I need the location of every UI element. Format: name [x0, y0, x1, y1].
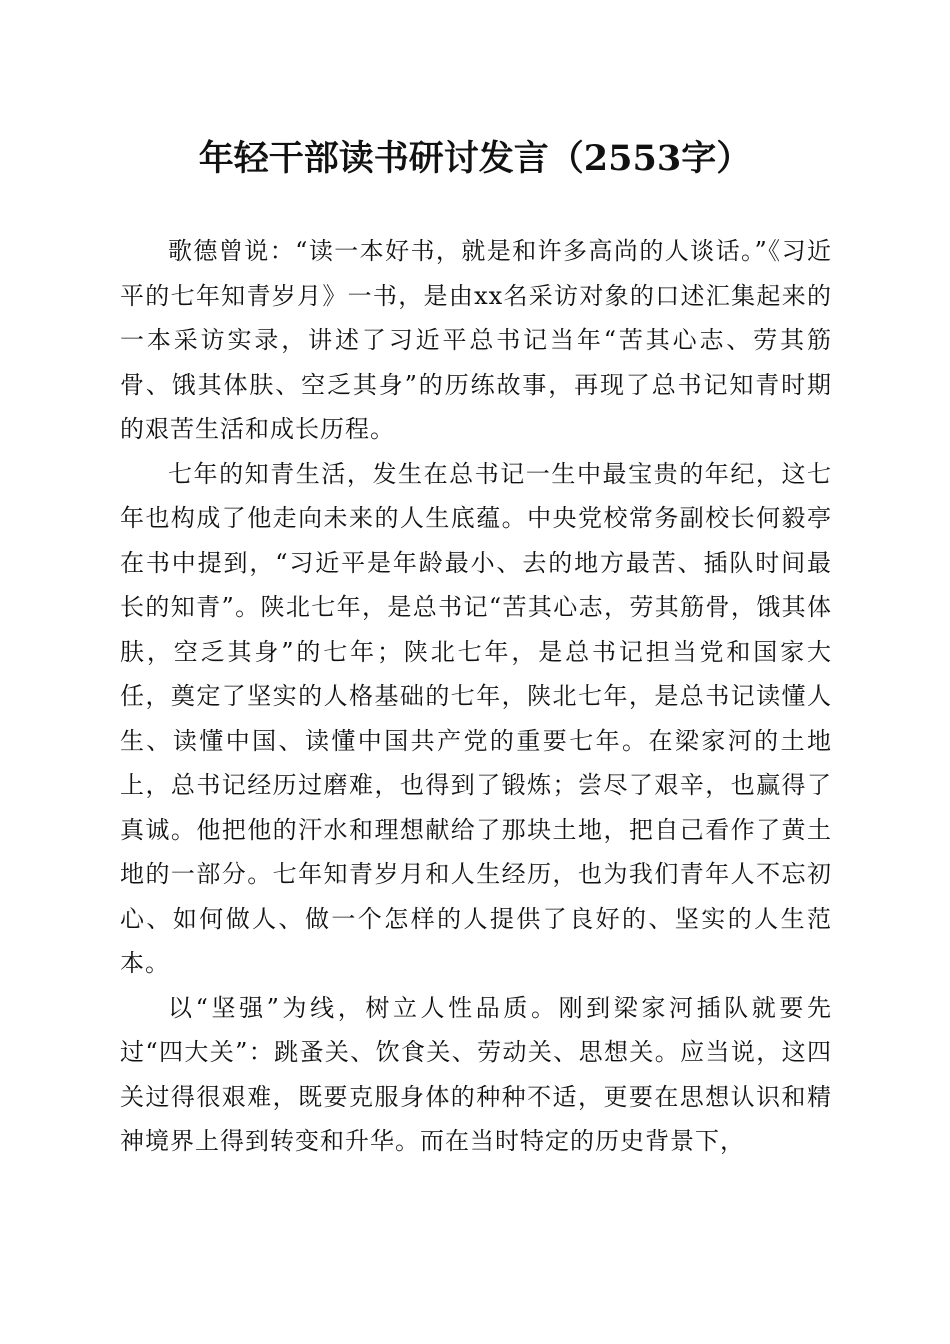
- paragraph-1: 歌德曾说：“读一本好书，就是和许多高尚的人谈话。”《习近平的七年知青岁月》一书，是由xx名采访对象的口述汇集起来的一本采访实录，讲述了习近平总书记当年“苦其心志、劳其筋骨、饿其体肤、空乏其身”的历练故事，再现了总书记知青时期的艰苦生活和成长历程。: [120, 237, 832, 443]
- paragraph-3: 以“坚强”为线，树立人性品质。刚到梁家河插队就要先过“四大关”：跳蚤关、饮食关、劳动关、思想关。应当说，这四关过得很艰难，既要克服身体的种种不适，更要在思想认识和精神境界上得到转变和升华。而在当时特定的历史背景下，: [120, 993, 832, 1155]
- document-body: [120, 229, 832, 1164]
- document-title: 年轻干部读书研讨发言（2553字）: [198, 138, 752, 179]
- paragraph-2: 七年的知青生活，发生在总书记一生中最宝贵的年纪，这七年也构成了他走向未来的人生底蕴。中央党校常务副校长何毅亭在书中提到，“习近平是年龄最小、去的地方最苦、插队时间最长的知青”。陕北七年，是总书记“苦其心志，劳其筋骨，饿其体肤，空乏其身”的七年；陕北七年，是总书记担当党和国家大任，奠定了坚实的人格基础的七年，陕北七年，是总书记读懂人生、读懂中国、读懂中国共产党的重要七年。在梁家河的土地上，总书记经历过磨难，也得到了锻炼；尝尽了艰辛，也赢得了真诚。他把他的汗水和理想献给了那块土地，把自己看作了黄土地的一部分。七年知青岁月和人生经历，也为我们青年人不忘初心、如何做人、做一个怎样的人提供了良好的、坚实的人生范本。: [120, 459, 832, 977]
